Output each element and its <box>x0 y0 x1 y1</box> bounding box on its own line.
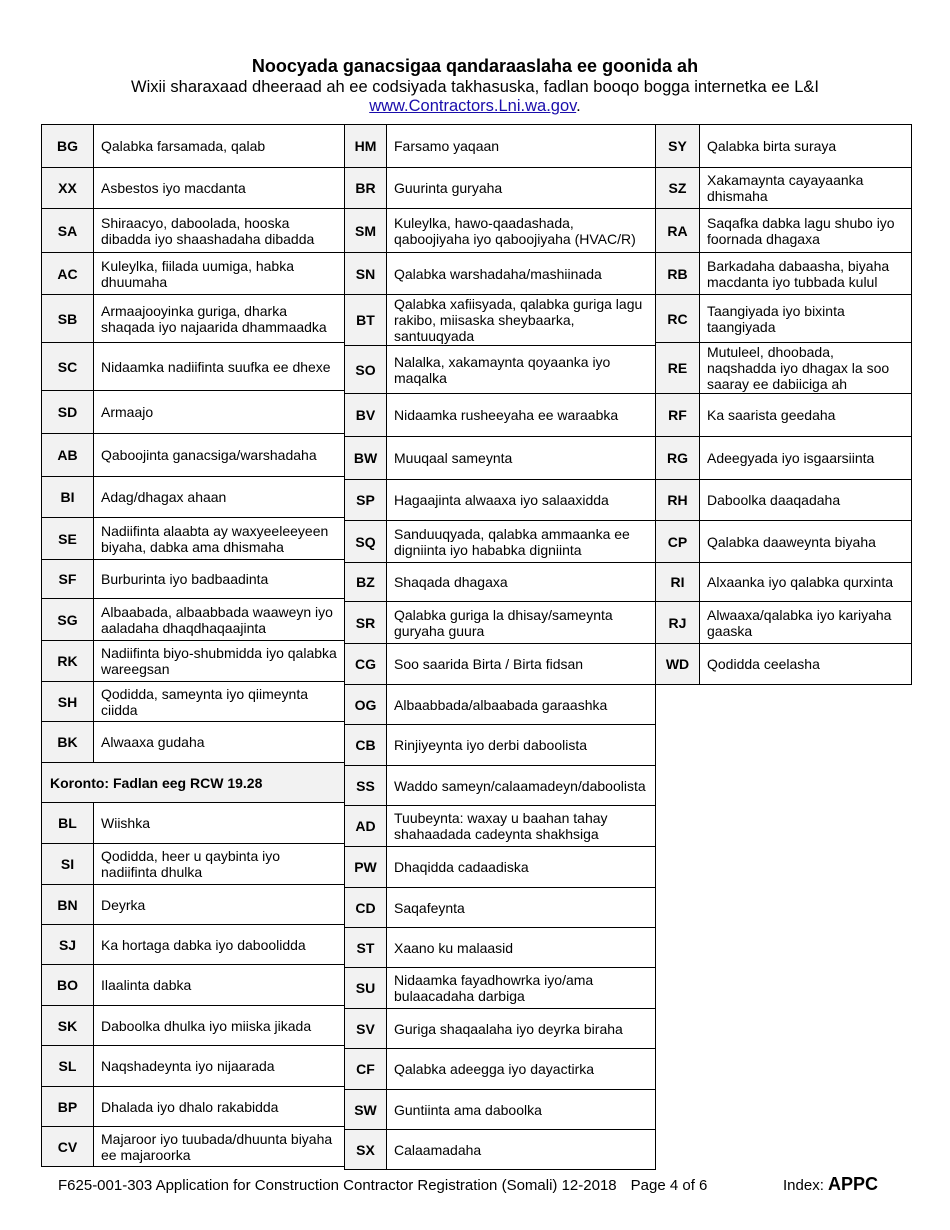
trade-code: SB <box>42 295 94 343</box>
table-row <box>42 1046 346 1087</box>
trade-description: Nadiifinta alaabta ay waxyeeleeyeen biyaha, dabka ama dhismaha <box>94 518 346 560</box>
trade-description: Asbestos iyo macdanta <box>94 168 346 209</box>
trade-code: SL <box>42 1046 94 1087</box>
trade-code: BR <box>345 168 387 209</box>
table-row <box>42 253 346 295</box>
trade-description: Adeegyada iyo isgaarsiinta <box>700 437 912 480</box>
trade-code: BK <box>42 722 94 763</box>
trade-code: SK <box>42 1006 94 1046</box>
table-row <box>345 437 656 480</box>
trade-code: SH <box>42 682 94 722</box>
trade-description: Deyrka <box>94 885 346 925</box>
trade-code: SY <box>656 125 700 168</box>
trade-code: RI <box>656 563 700 602</box>
trade-code: SM <box>345 209 387 253</box>
trade-code: RA <box>656 209 700 253</box>
table-row <box>345 968 656 1009</box>
trade-code: RJ <box>656 602 700 644</box>
trade-description: Ilaalinta dabka <box>94 965 346 1006</box>
trade-description: Shaqada dhagaxa <box>387 563 656 602</box>
table-row <box>42 125 346 168</box>
table-row <box>345 1009 656 1049</box>
trade-description: Burburinta iyo badbaadinta <box>94 560 346 599</box>
trade-description: Guriga shaqaalaha iyo deyrka biraha <box>387 1009 656 1049</box>
page-subtitle: Wixii sharaxaad dheeraad ah ee codsiyada takhasuska, fadlan booqo bogga internetka ee L&I <box>131 78 819 96</box>
trade-code: RB <box>656 253 700 295</box>
trade-description: Qalabka birta suraya <box>700 125 912 168</box>
trade-description: Mutuleel, dhoobada, naqshadda iyo dhagax la soo saaray ee dabiiciga ah <box>700 343 912 394</box>
trade-description: Kuleylka, hawo-qaadashada, qaboojiyaha iyo qaboojiyaha (HVAC/R) <box>387 209 656 253</box>
trade-description: Taangiyada iyo bixinta taangiyada <box>700 295 912 343</box>
table-row <box>42 599 346 641</box>
table-row <box>345 847 656 888</box>
trade-description: Alwaaxa gudaha <box>94 722 346 763</box>
trade-description: Nadiifinta biyo-shubmidda iyo qalabka wareegsan <box>94 641 346 682</box>
trade-code: RE <box>656 343 700 394</box>
table-row <box>656 480 912 521</box>
page-number: Page 4 of 6 <box>630 1177 708 1194</box>
trade-description: Soo saarida Birta / Birta fidsan <box>387 644 656 685</box>
table-row <box>345 1090 656 1130</box>
trade-code: AB <box>42 434 94 477</box>
table-row <box>345 295 656 346</box>
trade-description: Nidaamka rusheeyaha ee waraabka <box>387 394 656 437</box>
trade-description: Wiishka <box>94 803 346 844</box>
table-row <box>42 168 346 209</box>
electrical-note: Koronto: Fadlan eeg RCW 19.28 <box>42 763 346 803</box>
trade-description: Qodidda ceelasha <box>700 644 912 685</box>
trade-code: CB <box>345 725 387 766</box>
table-row <box>345 644 656 685</box>
trade-code: SC <box>42 343 94 391</box>
trade-code: CG <box>345 644 387 685</box>
table-row <box>656 394 912 437</box>
trade-code: SF <box>42 560 94 599</box>
table-row <box>345 806 656 847</box>
trade-code: BV <box>345 394 387 437</box>
trade-description: Nalalka, xakamaynta qoyaanka iyo maqalka <box>387 346 656 394</box>
table-row <box>345 521 656 563</box>
trade-code: BI <box>42 477 94 518</box>
contractors-link[interactable]: www.Contractors.Lni.wa.gov <box>369 97 577 115</box>
trade-description: Xakamaynta cayayaanka dhismaha <box>700 168 912 209</box>
table-row <box>42 343 346 391</box>
trade-description: Qodidda, heer u qaybinta iyo nadiifinta dhulka <box>94 844 346 885</box>
table-row <box>42 803 346 844</box>
table-row <box>656 343 912 394</box>
trade-description: Saqafka dabka lagu shubo iyo foornada dhagaxa <box>700 209 912 253</box>
trade-code: SA <box>42 209 94 253</box>
trade-code: CF <box>345 1049 387 1090</box>
trade-code: BG <box>42 125 94 168</box>
table-row <box>656 209 912 253</box>
trade-description: Muuqaal sameynta <box>387 437 656 480</box>
trade-code: HM <box>345 125 387 168</box>
table-row <box>656 521 912 563</box>
table-row <box>42 925 346 965</box>
trade-code: SD <box>42 391 94 434</box>
trade-code: SX <box>345 1130 387 1170</box>
table-row <box>42 560 346 599</box>
trade-code: SG <box>42 599 94 641</box>
trade-code: SI <box>42 844 94 885</box>
trade-code: WD <box>656 644 700 685</box>
trade-description: Albaabbada/albaabada garaashka <box>387 685 656 725</box>
table-row <box>42 682 346 722</box>
trade-description: Dhalada iyo dhalo rakabidda <box>94 1087 346 1127</box>
index-code <box>783 1174 878 1195</box>
trade-code: SQ <box>345 521 387 563</box>
table-row <box>42 763 346 803</box>
table-row <box>345 725 656 766</box>
table-row <box>42 844 346 885</box>
trade-description: Majaroor iyo tuubada/dhuunta biyaha ee majaroorka <box>94 1127 346 1167</box>
trade-code: BP <box>42 1087 94 1127</box>
table-row <box>345 168 656 209</box>
trade-table-middle <box>344 124 656 1170</box>
trade-code: SN <box>345 253 387 295</box>
table-row <box>656 253 912 295</box>
trade-code: AD <box>345 806 387 847</box>
trade-code: RF <box>656 394 700 437</box>
trade-code: BN <box>42 885 94 925</box>
trade-code: SJ <box>42 925 94 965</box>
trade-description: Calaamadaha <box>387 1130 656 1170</box>
trade-description: Alxaanka iyo qalabka qurxinta <box>700 563 912 602</box>
table-row <box>345 685 656 725</box>
index-label: Index: <box>783 1177 824 1194</box>
table-row <box>42 885 346 925</box>
table-row <box>345 928 656 968</box>
page-title: Noocyada ganacsigaa qandaraaslaha ee goonida ah <box>251 56 699 76</box>
trade-description: Nidaamka nadiifinta suufka ee dhexe <box>94 343 346 391</box>
table-row <box>345 766 656 806</box>
trade-description: Tuubeynta: waxay u baahan tahay shahaadada cadeynta shakhsiga <box>387 806 656 847</box>
trade-code: BL <box>42 803 94 844</box>
table-row <box>42 518 346 560</box>
trade-code: RG <box>656 437 700 480</box>
trade-description: Hagaajinta alwaaxa iyo salaaxidda <box>387 480 656 521</box>
table-row <box>42 434 346 477</box>
trade-code: SW <box>345 1090 387 1130</box>
table-row <box>42 1087 346 1127</box>
trade-code: SZ <box>656 168 700 209</box>
trade-code: SP <box>345 480 387 521</box>
table-row <box>42 965 346 1006</box>
trade-code: CD <box>345 888 387 928</box>
trade-description: Guurinta guryaha <box>387 168 656 209</box>
table-row <box>345 125 656 168</box>
trade-description: Naqshadeynta iyo nijaarada <box>94 1046 346 1087</box>
trade-description: Daboolka daaqadaha <box>700 480 912 521</box>
trade-description: Ka hortaga dabka iyo daboolidda <box>94 925 346 965</box>
trade-code: BT <box>345 295 387 346</box>
trade-code: BW <box>345 437 387 480</box>
table-row <box>345 563 656 602</box>
trade-code: OG <box>345 685 387 725</box>
trade-code: SR <box>345 602 387 644</box>
table-row <box>345 480 656 521</box>
trade-code: ST <box>345 928 387 968</box>
trade-description: Rinjiyeynta iyo derbi daboolista <box>387 725 656 766</box>
trade-description: Armaajo <box>94 391 346 434</box>
trade-table-right <box>655 124 912 685</box>
trade-code: AC <box>42 253 94 295</box>
trade-description: Nidaamka fayadhowrka iyo/ama bulaacadaha darbiga <box>387 968 656 1009</box>
trade-table-left <box>41 124 346 1167</box>
table-row <box>656 125 912 168</box>
table-row <box>656 437 912 480</box>
table-row <box>42 1127 346 1167</box>
trade-description: Waddo sameyn/calaamadeyn/daboolista <box>387 766 656 806</box>
trade-description: Xaano ku malaasid <box>387 928 656 968</box>
trade-code: RK <box>42 641 94 682</box>
table-row <box>42 209 346 253</box>
link-suffix: . <box>576 97 581 115</box>
table-row <box>42 1006 346 1046</box>
trade-description: Sanduuqyada, qalabka ammaanka ee digniinta iyo hababka digniinta <box>387 521 656 563</box>
trade-description: Qaboojinta ganacsiga/warshadaha <box>94 434 346 477</box>
table-row <box>345 602 656 644</box>
trade-code: PW <box>345 847 387 888</box>
table-row <box>345 888 656 928</box>
link-line <box>0 96 950 116</box>
trade-code: RH <box>656 480 700 521</box>
trade-description: Kuleylka, fiilada uumiga, habka dhuumaha <box>94 253 346 295</box>
table-row <box>656 168 912 209</box>
trade-description: Guntiinta ama daboolka <box>387 1090 656 1130</box>
table-row <box>345 209 656 253</box>
table-row <box>42 391 346 434</box>
form-number: F625-001-303 Application for Construction Contractor Registration (Somali) 12-2018 <box>58 1177 617 1194</box>
trade-description: Adag/dhagax ahaan <box>94 477 346 518</box>
trade-code: SS <box>345 766 387 806</box>
table-row <box>42 641 346 682</box>
trade-description: Daboolka dhulka iyo miiska jikada <box>94 1006 346 1046</box>
table-row <box>42 295 346 343</box>
page-footer <box>58 1174 879 1194</box>
trade-description: Qalabka adeegga iyo dayactirka <box>387 1049 656 1090</box>
trade-description: Qalabka warshadaha/mashiinada <box>387 253 656 295</box>
trade-code: CP <box>656 521 700 563</box>
trade-description: Saqafeynta <box>387 888 656 928</box>
trade-code: RC <box>656 295 700 343</box>
table-row <box>345 253 656 295</box>
trade-description: Dhaqidda cadaadiska <box>387 847 656 888</box>
trade-description: Barkadaha dabaasha, biyaha macdanta iyo tubbada kulul <box>700 253 912 295</box>
trade-description: Ka saarista geedaha <box>700 394 912 437</box>
trade-description: Farsamo yaqaan <box>387 125 656 168</box>
table-row <box>345 394 656 437</box>
table-row <box>345 1130 656 1170</box>
table-row <box>656 602 912 644</box>
trade-description: Qalabka guriga la dhisay/sameynta guryaha guura <box>387 602 656 644</box>
table-row <box>656 563 912 602</box>
trade-description: Qalabka daaweynta biyaha <box>700 521 912 563</box>
table-row <box>656 644 912 685</box>
trade-description: Albaabada, albaabbada waaweyn iyo aaladaha dhaqdhaqaajinta <box>94 599 346 641</box>
trade-code: SE <box>42 518 94 560</box>
trade-description: Qalabka farsamada, qalab <box>94 125 346 168</box>
trade-description: Shiraacyo, daboolada, hooska dibadda iyo shaashadaha dibadda <box>94 209 346 253</box>
trade-description: Qalabka xafiisyada, qalabka guriga lagu rakibo, miisaska sheybaarka, santuuqyada <box>387 295 656 346</box>
trade-description: Qodidda, sameynta iyo qiimeynta ciidda <box>94 682 346 722</box>
table-row <box>42 722 346 763</box>
trade-description: Armaajooyinka guriga, dharka shaqada iyo najaarida dhammaadka <box>94 295 346 343</box>
trade-code: SV <box>345 1009 387 1049</box>
trade-code: BO <box>42 965 94 1006</box>
trade-code: XX <box>42 168 94 209</box>
index-value: APPC <box>828 1174 879 1194</box>
trade-code: SO <box>345 346 387 394</box>
table-row <box>345 346 656 394</box>
trade-description: Alwaaxa/qalabka iyo kariyaha gaaska <box>700 602 912 644</box>
trade-code: BZ <box>345 563 387 602</box>
table-row <box>42 477 346 518</box>
trade-code: SU <box>345 968 387 1009</box>
table-row <box>656 295 912 343</box>
trade-code: CV <box>42 1127 94 1167</box>
table-row <box>345 1049 656 1090</box>
